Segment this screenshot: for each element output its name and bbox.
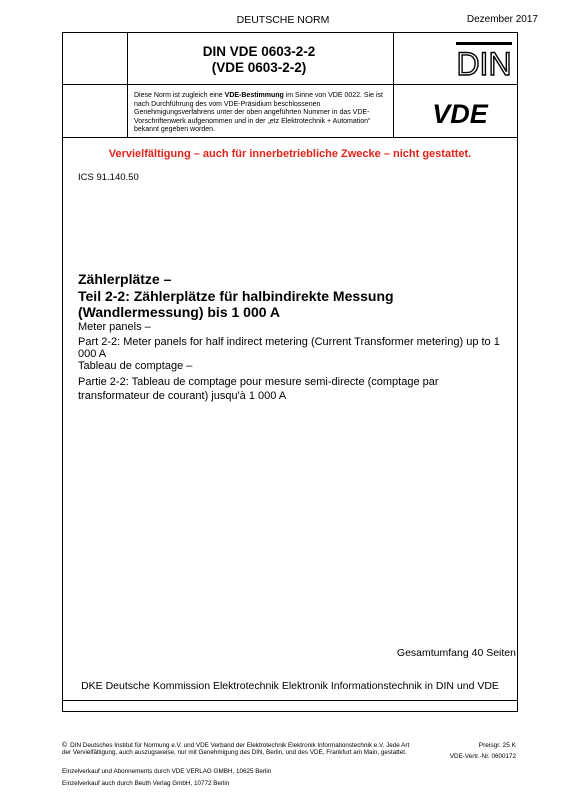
ics-code: ICS 91.140.50	[78, 172, 139, 183]
vde-bestimmung-notice	[134, 92, 388, 135]
title-french-line1: Tableau de comptage –	[78, 360, 193, 372]
norm-type: DEUTSCHE NORM	[236, 14, 330, 26]
total-pages: Gesamtumfang 40 Seiten	[396, 647, 516, 659]
title-french-line2: Partie 2-2: Tableau de comptage pour mesure semi-directe (comptage par transformateur de courant) jusqu'à 1 000 A	[78, 376, 439, 402]
copyright-text: DIN Deutsches Institut für Normung e.V. und VDE Verband der Elektrotechnik Elektronik Informationstechnik e.V. Jede Art der Vervielfältigung, auch auszugsweise, nur mit Genehmigung des DIN, Berlin, und des VDE, Frankfurt am Main, gestattet.	[62, 742, 410, 757]
vde-logo	[404, 98, 516, 128]
price-group: Preisgr. 25 K	[478, 742, 516, 749]
title-german-line1: Zählerplätze –	[78, 271, 172, 287]
copyright-icon: ©	[62, 742, 68, 749]
notice-divider	[62, 137, 518, 138]
notice-suffix: im Sinne von VDE 0022. Sie ist nach Durchführung des vom VDE-Präsidium beschlossenen Genehmigungsverfahrens unter der oben angeführten Nummer in das VDE-Vorschriftenwerk aufgenommen und in der „etz Elektrotechnik + Automation“ bekannt gegeben worden.	[134, 92, 383, 134]
sales-beuth-verlag: Einzelverkauf auch durch Beuth Verlag GmbH, 10772 Berlin	[62, 780, 230, 787]
notice-prefix: Diese Norm ist zugleich eine	[134, 92, 225, 99]
din-logo	[456, 42, 512, 80]
sales-vde-verlag: Einzelverkauf und Abonnements durch VDE VERLAG GMBH, 10625 Berlin	[62, 768, 272, 775]
standard-number-vde: (VDE 0603-2-2)	[211, 60, 307, 75]
copyright-notice	[62, 742, 412, 757]
notice-bold: VDE-Bestimmung	[224, 92, 284, 99]
title-german-line2: Teil 2-2: Zählerplätze für halbindirekte Messung (Wandlermessung) bis 1 000 A	[78, 287, 394, 320]
vde-logo-text: VDE	[432, 99, 488, 128]
title-english-line2: Part 2-2: Meter panels for half indirect metering (Current Transformer metering) up to 1 000 A	[78, 336, 500, 360]
header-divider	[62, 84, 518, 85]
right-column-divider	[393, 32, 394, 137]
issue-date: Dezember 2017	[466, 14, 538, 25]
title-english-line1: Meter panels –	[78, 321, 151, 333]
title-german	[78, 271, 508, 321]
dke-line: DKE Deutsche Kommission Elektrotechnik Elektronik Informationstechnik in DIN und VDE	[81, 680, 499, 692]
copy-warning: Vervielfältigung – auch für innerbetriebliche Zwecke – nicht gestattet.	[108, 148, 472, 160]
footer-divider	[62, 700, 518, 701]
standard-number	[128, 44, 390, 76]
vde-distribution-number: VDE-Vertr.-Nr. 0600172	[449, 753, 516, 760]
standard-number-din: DIN VDE 0603-2-2	[202, 44, 316, 59]
din-logo-text: DIN	[456, 46, 512, 80]
